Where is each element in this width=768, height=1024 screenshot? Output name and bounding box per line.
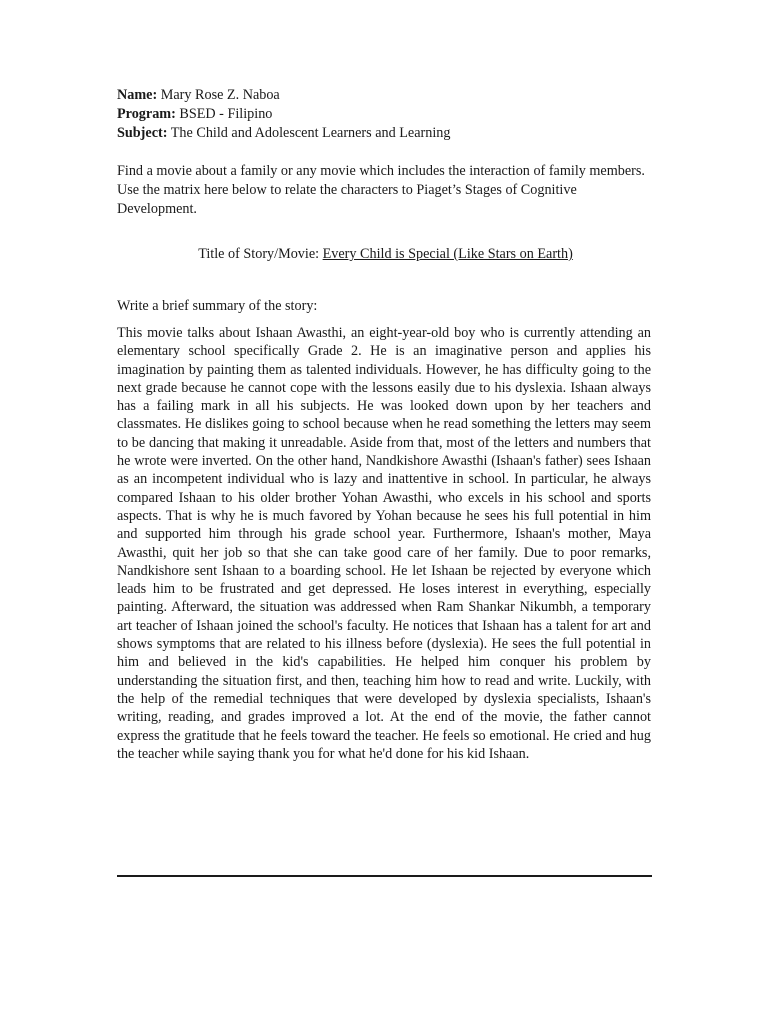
subject-label: Subject: bbox=[117, 125, 168, 141]
name-value: Mary Rose Z. Naboa bbox=[160, 87, 280, 103]
name-label: Name: bbox=[117, 87, 158, 103]
horizontal-rule bbox=[117, 875, 652, 877]
movie-title-line bbox=[117, 245, 651, 264]
subject-value: The Child and Adolescent Learners and Learning bbox=[170, 125, 451, 141]
movie-title-label: Title of Story/Movie: bbox=[198, 246, 323, 262]
name-line bbox=[117, 86, 651, 105]
summary-prompt: Write a brief summary of the story: bbox=[117, 298, 318, 314]
instructions-paragraph: Find a movie about a family or any movie which includes the interaction of family members. Use the matrix here below to relate the characters to Piaget’s Stages of Cognitive Development. bbox=[117, 163, 645, 217]
program-value: BSED - Filipino bbox=[179, 106, 273, 122]
program-line bbox=[117, 105, 651, 124]
summary-paragraph: This movie talks about Ishaan Awasthi, an eight-year-old boy who is currently attending an elementary school specifically Grade 2. He is an imaginative person and applies his imagination by painting them as talented individuals. However, he has difficulty going to the next grade because he cannot cope with the lessons easily due to his dyslexia. Ishaan always has a failing mark in all his subjects. He was looked down upon by her teachers and classmates. He dislikes going to school because when he read something the letters may seem to be dancing that making it unreadable. Aside from that, most of the letters and numbers that he wrote were inverted. On the other hand, Nandkishore Awasthi (Ishaan's father) sees Ishaan as an incompetent individual who is lazy and inattentive in school. In particular, he always compared Ishaan to his older brother Yohan Awasthi, who excels in his school and sports aspects. That is why he is much favored by Yohan because he sees his full potential in him and supported him through his grade school year. Furthermore, Ishaan's mother, Maya Awasthi, quit her job so that she can take good care of her family. Due to poor remarks, Nandkishore sent Ishaan to a boarding school. He let Ishaan be rejected by everyone which leads him to be frustrated and get depressed. He loses interest in everything, especially painting. Afterward, the situation was addressed when Ram Shankar Nikumbh, a temporary art teacher of Ishaan joined the school's faculty. He notices that Ishaan has a talent for art and shows symptoms that are related to his illness before (dyslexia). He sees the full potential in him and believed in the kid's capabilities. He helped him conquer his problem by understanding the situation first, and then, teaching him how to read and write. Luckily, with the help of the remedial techniques that were developed by dyslexia specialists, Ishaan's writing, reading, and grades improved a lot. At the end of the movie, the father cannot express the gratitude that he feels toward the teacher. He feels so emotional. He cried and hug the teacher while saying thank you for what he'd done for his kid Ishaan. bbox=[117, 325, 651, 762]
movie-title: Every Child is Special (Like Stars on Earth) bbox=[322, 246, 573, 262]
document-page bbox=[117, 86, 651, 763]
subject-line bbox=[117, 124, 651, 143]
program-label: Program: bbox=[117, 106, 176, 122]
